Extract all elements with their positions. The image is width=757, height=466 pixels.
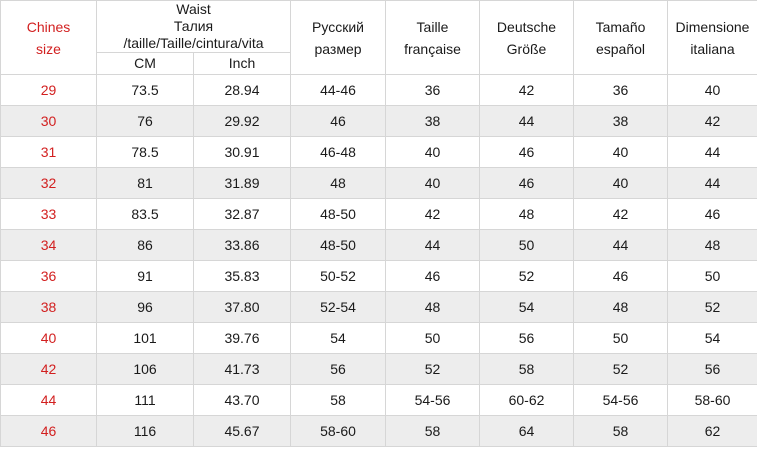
spanish-size-cell: 54-56	[574, 385, 668, 416]
spanish-size-cell: 40	[574, 168, 668, 199]
table-row	[1, 323, 757, 354]
waist-inch-cell: 35.83	[194, 261, 291, 292]
chinese-size-cell: 38	[1, 292, 97, 323]
french-size-cell: 42	[386, 199, 480, 230]
waist-inch-cell: 29.92	[194, 106, 291, 137]
spanish-size-cell: 38	[574, 106, 668, 137]
table-row	[1, 168, 757, 199]
waist-inch-cell: 43.70	[194, 385, 291, 416]
russian-size-cell: 48-50	[291, 230, 386, 261]
waist-cm-cell: 101	[97, 323, 194, 354]
waist-inch-cell: 37.80	[194, 292, 291, 323]
russian-size-cell: 50-52	[291, 261, 386, 292]
italian-size-cell: 46	[668, 199, 757, 230]
italian-size-cell: 62	[668, 416, 757, 447]
table-row	[1, 385, 757, 416]
header-cm: CM	[97, 53, 194, 75]
chinese-size-cell: 42	[1, 354, 97, 385]
chinese-size-cell: 30	[1, 106, 97, 137]
waist-cm-cell: 96	[97, 292, 194, 323]
french-size-cell: 36	[386, 75, 480, 106]
spanish-size-cell: 50	[574, 323, 668, 354]
chinese-size-cell: 33	[1, 199, 97, 230]
waist-inch-cell: 33.86	[194, 230, 291, 261]
spanish-size-cell: 44	[574, 230, 668, 261]
chinese-size-cell: 31	[1, 137, 97, 168]
waist-inch-cell: 30.91	[194, 137, 291, 168]
header-inch: Inch	[194, 53, 291, 75]
chinese-size-cell: 46	[1, 416, 97, 447]
spanish-size-cell: 36	[574, 75, 668, 106]
german-size-cell: 58	[480, 354, 574, 385]
waist-inch-cell: 32.87	[194, 199, 291, 230]
waist-cm-cell: 111	[97, 385, 194, 416]
spanish-size-cell: 46	[574, 261, 668, 292]
italian-size-cell: 40	[668, 75, 757, 106]
russian-size-cell: 48-50	[291, 199, 386, 230]
russian-size-cell: 58-60	[291, 416, 386, 447]
russian-size-cell: 56	[291, 354, 386, 385]
waist-cm-cell: 86	[97, 230, 194, 261]
waist-cm-cell: 83.5	[97, 199, 194, 230]
header-german-size: Deutsche Größe	[480, 1, 574, 75]
german-size-cell: 42	[480, 75, 574, 106]
waist-cm-cell: 78.5	[97, 137, 194, 168]
waist-inch-cell: 45.67	[194, 416, 291, 447]
header-italian-size: Dimensione italiana	[668, 1, 757, 75]
german-size-cell: 52	[480, 261, 574, 292]
spanish-size-cell: 42	[574, 199, 668, 230]
german-size-cell: 48	[480, 199, 574, 230]
table-row	[1, 416, 757, 447]
french-size-cell: 58	[386, 416, 480, 447]
chinese-size-cell: 32	[1, 168, 97, 199]
german-size-cell: 50	[480, 230, 574, 261]
german-size-cell: 60-62	[480, 385, 574, 416]
french-size-cell: 48	[386, 292, 480, 323]
spanish-size-cell: 40	[574, 137, 668, 168]
french-size-cell: 52	[386, 354, 480, 385]
german-size-cell: 46	[480, 168, 574, 199]
header-spanish-size: Tamaño español	[574, 1, 668, 75]
table-row	[1, 137, 757, 168]
german-size-cell: 64	[480, 416, 574, 447]
spanish-size-cell: 58	[574, 416, 668, 447]
waist-cm-cell: 81	[97, 168, 194, 199]
chinese-size-cell: 34	[1, 230, 97, 261]
table-row	[1, 106, 757, 137]
french-size-cell: 50	[386, 323, 480, 354]
header-chinese-size: Chines size	[1, 1, 97, 75]
chinese-size-cell: 40	[1, 323, 97, 354]
russian-size-cell: 44-46	[291, 75, 386, 106]
spanish-size-cell: 48	[574, 292, 668, 323]
russian-size-cell: 48	[291, 168, 386, 199]
waist-inch-cell: 39.76	[194, 323, 291, 354]
italian-size-cell: 54	[668, 323, 757, 354]
table-row	[1, 75, 757, 106]
french-size-cell: 38	[386, 106, 480, 137]
german-size-cell: 44	[480, 106, 574, 137]
table-row	[1, 261, 757, 292]
table-row	[1, 230, 757, 261]
waist-cm-cell: 116	[97, 416, 194, 447]
german-size-cell: 46	[480, 137, 574, 168]
russian-size-cell: 54	[291, 323, 386, 354]
french-size-cell: 46	[386, 261, 480, 292]
header-french-size: Taille française	[386, 1, 480, 75]
french-size-cell: 40	[386, 137, 480, 168]
header-russian-size: Русский размер	[291, 1, 386, 75]
italian-size-cell: 44	[668, 168, 757, 199]
russian-size-cell: 46-48	[291, 137, 386, 168]
header-waist: Waist Талия /taille/Taille/cintura/vita	[97, 1, 291, 53]
waist-inch-cell: 28.94	[194, 75, 291, 106]
italian-size-cell: 56	[668, 354, 757, 385]
italian-size-cell: 50	[668, 261, 757, 292]
waist-cm-cell: 106	[97, 354, 194, 385]
german-size-cell: 54	[480, 292, 574, 323]
russian-size-cell: 58	[291, 385, 386, 416]
italian-size-cell: 58-60	[668, 385, 757, 416]
russian-size-cell: 46	[291, 106, 386, 137]
waist-cm-cell: 91	[97, 261, 194, 292]
russian-size-cell: 52-54	[291, 292, 386, 323]
german-size-cell: 56	[480, 323, 574, 354]
french-size-cell: 40	[386, 168, 480, 199]
chinese-size-cell: 44	[1, 385, 97, 416]
table-row	[1, 199, 757, 230]
italian-size-cell: 52	[668, 292, 757, 323]
table-row	[1, 292, 757, 323]
table-row	[1, 354, 757, 385]
waist-inch-cell: 41.73	[194, 354, 291, 385]
waist-cm-cell: 76	[97, 106, 194, 137]
chinese-size-cell: 29	[1, 75, 97, 106]
waist-cm-cell: 73.5	[97, 75, 194, 106]
chinese-size-cell: 36	[1, 261, 97, 292]
french-size-cell: 54-56	[386, 385, 480, 416]
italian-size-cell: 44	[668, 137, 757, 168]
italian-size-cell: 48	[668, 230, 757, 261]
waist-inch-cell: 31.89	[194, 168, 291, 199]
size-rows	[1, 75, 757, 447]
spanish-size-cell: 52	[574, 354, 668, 385]
french-size-cell: 44	[386, 230, 480, 261]
italian-size-cell: 42	[668, 106, 757, 137]
